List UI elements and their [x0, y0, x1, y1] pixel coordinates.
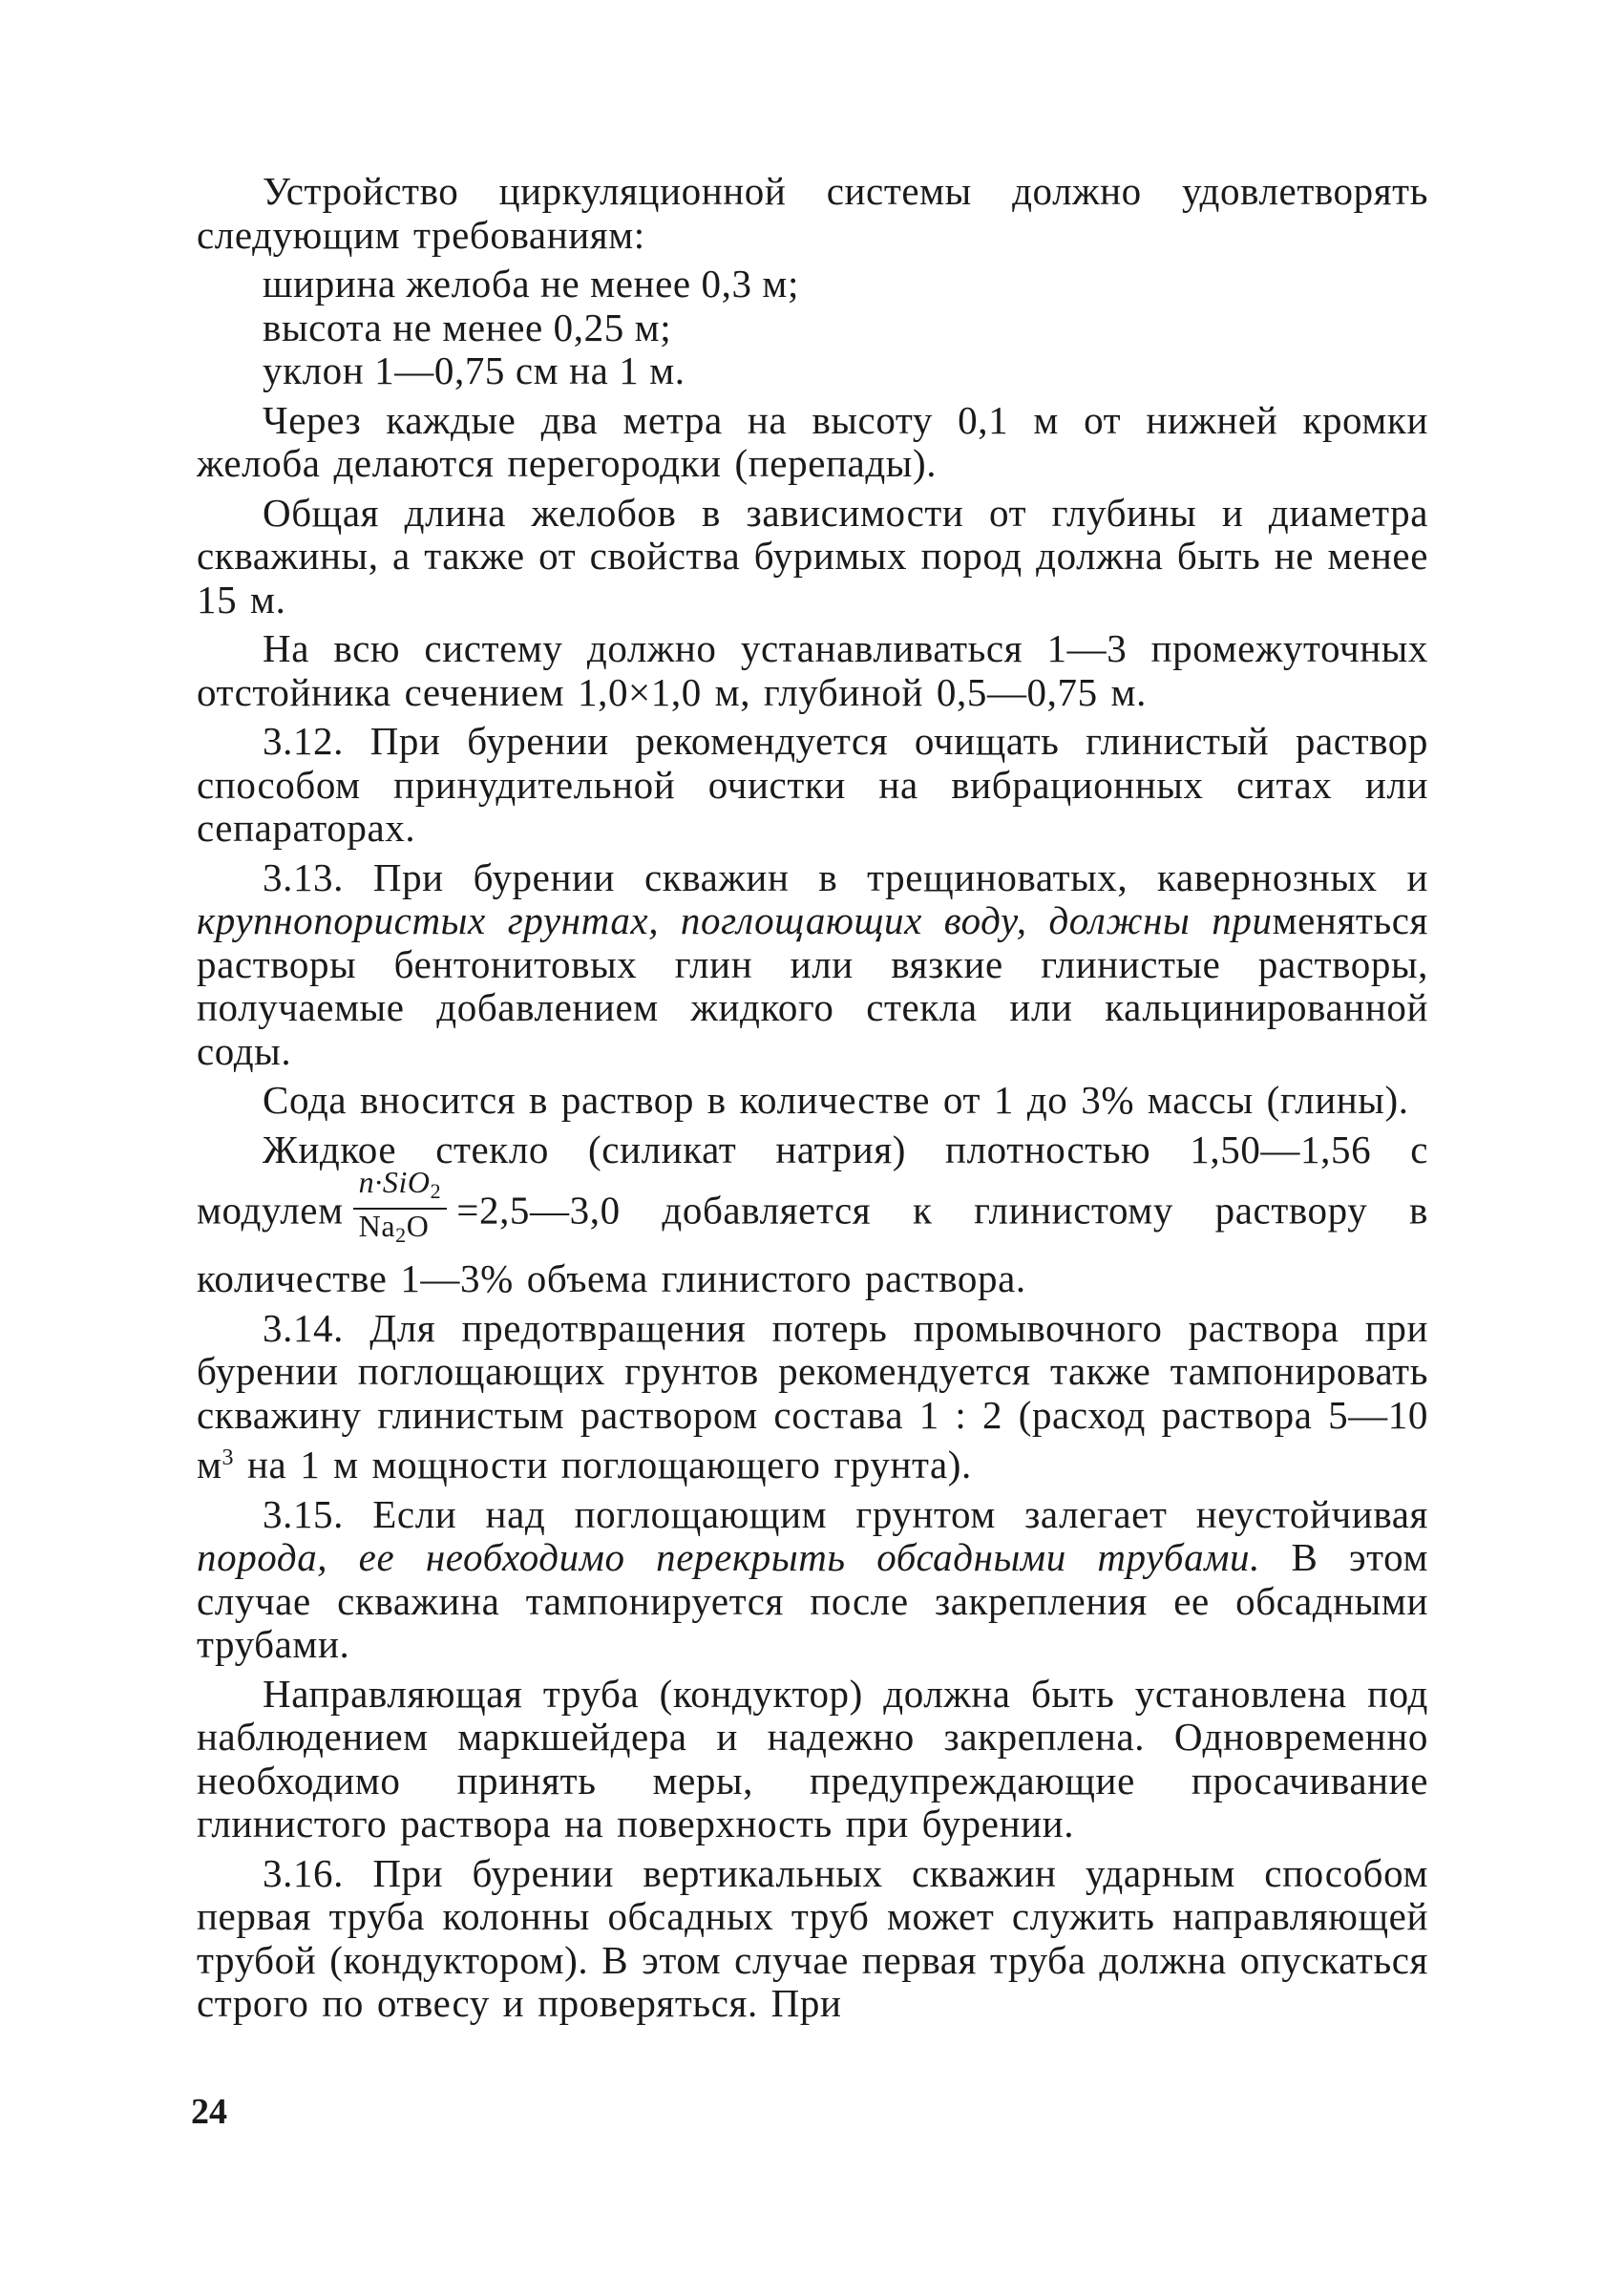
fraction-denominator: [353, 1210, 448, 1252]
paragraph-settlers: На всю систему должно устанавливаться 1—3 промежуточных отстойника сечением 1,0×1,0 м, глубиной 0,5—0,75 м.: [197, 626, 1428, 714]
italic-segment: порода, ее необходимо перекрыть обсадными трубами.: [197, 1535, 1260, 1579]
paragraph-liquid-glass: [197, 1128, 1428, 1301]
text-segment: 3.13. При бурении скважин в трещиноватых, кавернозных и: [263, 854, 1428, 899]
requirement-item: уклон 1—0,75 см на 1 м.: [263, 348, 685, 392]
paragraph-3-13: [197, 856, 1428, 1074]
paragraph-length: Общая длина желобов в зависимости от глубины и диаметра скважины, а также от свойства буримых пород должна быть не менее 15 м.: [197, 490, 1428, 622]
text-segment: 3.15. Если над поглощающим грунтом залегает неустойчивая: [263, 1491, 1428, 1536]
text-segment: =2,5—3,0 добавляется к глинистому раствору в количестве 1—3% объема глинистого раствора.: [197, 1188, 1428, 1300]
denominator-subscript: 2: [395, 1223, 407, 1247]
paragraph-partitions: Через каждые два метра на высоту 0,1 м от нижней кромки желоба делаются перегородки (перепады).: [197, 397, 1428, 485]
text-segment: Жидкое стекло (силикат натрия) плотностью 1,50—1,56 с модулем: [197, 1127, 1428, 1233]
page-number: 24: [191, 2092, 227, 2132]
numerator-text: n·SiO: [358, 1165, 431, 1199]
requirement-item: высота не менее 0,25 м;: [263, 305, 672, 349]
paragraph-3-15: [197, 1493, 1428, 1667]
paragraph-intro: Устройство циркуляционной системы должно удовлетворять следующим требованиям:: [197, 169, 1428, 257]
requirements-list: [197, 263, 1428, 393]
text-segment: меняться растворы бентонитовых глин или вязкие глинистые растворы, получаемые добавлением жидкого стекла или кальцинированной соды.: [197, 898, 1428, 1073]
paragraph-3-14: [197, 1307, 1428, 1487]
paragraph-3-16: 3.16. При бурении вертикальных скважин ударным способом первая труба колонны обсадных труб может служить направляющей трубой (кондуктором). В этом случае первая труба должна опускаться строго по отвесу и проверяться. При: [197, 1850, 1428, 2025]
paragraph-3-12: 3.12. При бурении рекомендуется очищать глинистый раствор способом принудительной очистки на вибрационных ситах или сепараторах.: [197, 719, 1428, 850]
denominator-suffix: O: [406, 1209, 430, 1243]
text-segment: 3.14. Для предотвращения потерь промывочного раствора при бурении поглощающих грунтов рекомендуется также тампонировать скважину глинистым раствором состава 1 : 2 (расход раствора 5—10 м: [197, 1305, 1428, 1486]
document-page: [197, 170, 1428, 2032]
paragraph-guide-pipe: Направляющая труба (кондуктор) должна быть установлена под наблюдением маркшейдера и надежно закреплена. Одновременно необходимо принять меры, предупреждающие просачивание глинистого раствора на поверхность при бурении.: [197, 1671, 1428, 1845]
numerator-subscript: 2: [430, 1179, 442, 1203]
superscript: 3: [221, 1445, 235, 1470]
requirement-item: ширина желоба не менее 0,3 м;: [263, 262, 799, 306]
fraction-numerator: [353, 1166, 448, 1210]
denominator-text: Na: [358, 1209, 396, 1243]
modulus-fraction: [353, 1166, 448, 1252]
text-segment: В этом случае скважина тампонируется после закрепления ее обсадными трубами.: [197, 1535, 1428, 1666]
italic-segment: крупнопористых грунтах, поглощающих воду, должны при: [197, 898, 1273, 942]
paragraph-soda: Сода вносится в раствор в количестве от 1 до 3% массы (глины).: [263, 1078, 1409, 1122]
text-segment: на 1 м мощности поглощающего грунта).: [234, 1443, 972, 1486]
